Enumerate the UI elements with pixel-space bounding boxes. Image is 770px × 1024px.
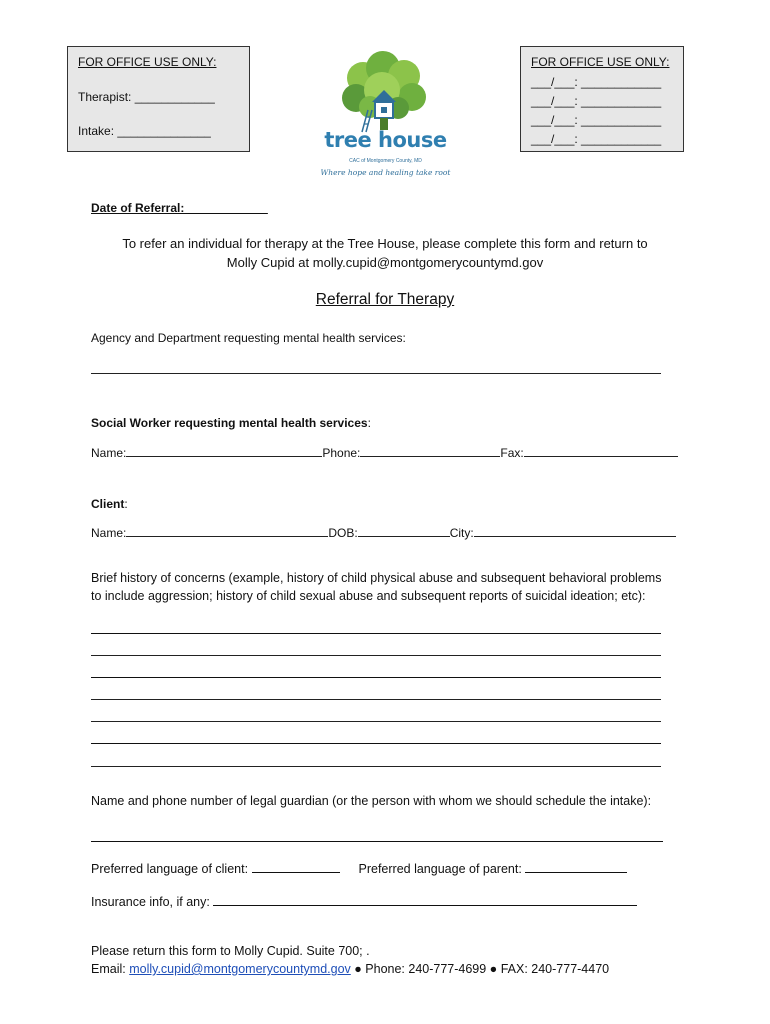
insurance-field[interactable] [213, 895, 637, 906]
insurance-label: Insurance info, if any: [91, 895, 210, 909]
office-date-row[interactable]: ___/___: ____________ [531, 132, 662, 146]
social-worker-heading [91, 416, 371, 430]
logo-subtitle: CAC of Montgomery County, MD [349, 158, 422, 164]
history-line[interactable] [91, 721, 661, 722]
office-use-heading: FOR OFFICE USE ONLY: [531, 55, 670, 69]
instructions-line-2: Molly Cupid at molly.cupid@montgomerycountymd.gov [226, 255, 544, 270]
office-date-row[interactable]: ___/___: ____________ [531, 94, 662, 108]
history-label-line-1: Brief history of concerns (example, history of child physical abuse and subsequent behavioral problems [91, 571, 662, 585]
client-heading-colon: : [124, 497, 128, 511]
guardian-input-line[interactable] [91, 841, 663, 842]
sw-name-field[interactable] [126, 446, 322, 457]
logo-tagline: Where hope and healing take root [320, 168, 451, 177]
sw-name-label: Name: [91, 446, 127, 460]
sw-fax-label: Fax: [500, 446, 524, 460]
client-heading [91, 497, 128, 511]
therapist-field[interactable]: Therapist: ____________ [78, 90, 215, 104]
footer-email-label: Email: [91, 962, 130, 976]
agency-label: Agency and Department requesting mental health services: [91, 331, 406, 345]
history-line[interactable] [91, 655, 661, 656]
sw-fax-field[interactable] [524, 446, 678, 457]
tree-house-logo [318, 50, 453, 182]
parent-language-label: Preferred language of parent: [358, 862, 522, 876]
client-dob-field[interactable] [358, 526, 450, 537]
insurance-row [91, 895, 637, 909]
date-of-referral[interactable]: Date of Referral: ____________ [91, 201, 268, 215]
client-row [91, 526, 676, 540]
social-worker-row [91, 446, 678, 460]
client-name-label: Name: [91, 526, 127, 540]
sw-phone-field[interactable] [360, 446, 500, 457]
history-line[interactable] [91, 633, 661, 634]
client-city-label: City: [449, 526, 474, 540]
office-use-box-left [67, 46, 250, 152]
guardian-label: Name and phone number of legal guardian (or the person with whom we should schedule the intake): [91, 794, 652, 808]
footer-contact-line [91, 962, 609, 976]
history-line[interactable] [91, 743, 661, 744]
sw-phone-label: Phone: [322, 446, 361, 460]
client-name-field[interactable] [126, 526, 328, 537]
social-worker-heading-colon: : [367, 416, 371, 430]
footer-email-link[interactable]: molly.cupid@montgomerycountymd.gov [129, 962, 351, 976]
logo-name: tree house [324, 128, 447, 152]
social-worker-heading-text: Social Worker requesting mental health services [91, 416, 368, 430]
client-language-field[interactable] [252, 862, 340, 873]
instructions-line-1: To refer an individual for therapy at the Tree House, please complete this form and return to [122, 236, 648, 251]
parent-language-field[interactable] [525, 862, 627, 873]
client-city-field[interactable] [474, 526, 676, 537]
history-line[interactable] [91, 766, 661, 767]
history-line[interactable] [91, 677, 661, 678]
footer-return-line: Please return this form to Molly Cupid. Suite 700; . [91, 944, 370, 958]
office-date-row[interactable]: ___/___: ____________ [531, 75, 662, 89]
office-date-row[interactable]: ___/___: ____________ [531, 113, 662, 127]
client-language-label: Preferred language of client: [91, 862, 249, 876]
language-row [91, 862, 627, 876]
history-label-line-2: to include aggression; history of child sexual abuse and subsequent reports of suicidal ideation; etc): [91, 589, 646, 603]
client-dob-label: DOB: [328, 526, 358, 540]
footer-phone-fax: ● Phone: 240-777-4699 ● FAX: 240-777-4470 [350, 962, 610, 976]
client-heading-text: Client [91, 497, 125, 511]
office-use-heading: FOR OFFICE USE ONLY: [78, 55, 217, 69]
page-title: Referral for Therapy [315, 291, 455, 308]
intake-field[interactable]: Intake: ______________ [78, 124, 211, 138]
office-use-box-right [520, 46, 684, 152]
history-line[interactable] [91, 699, 661, 700]
agency-input-line[interactable] [91, 373, 661, 374]
